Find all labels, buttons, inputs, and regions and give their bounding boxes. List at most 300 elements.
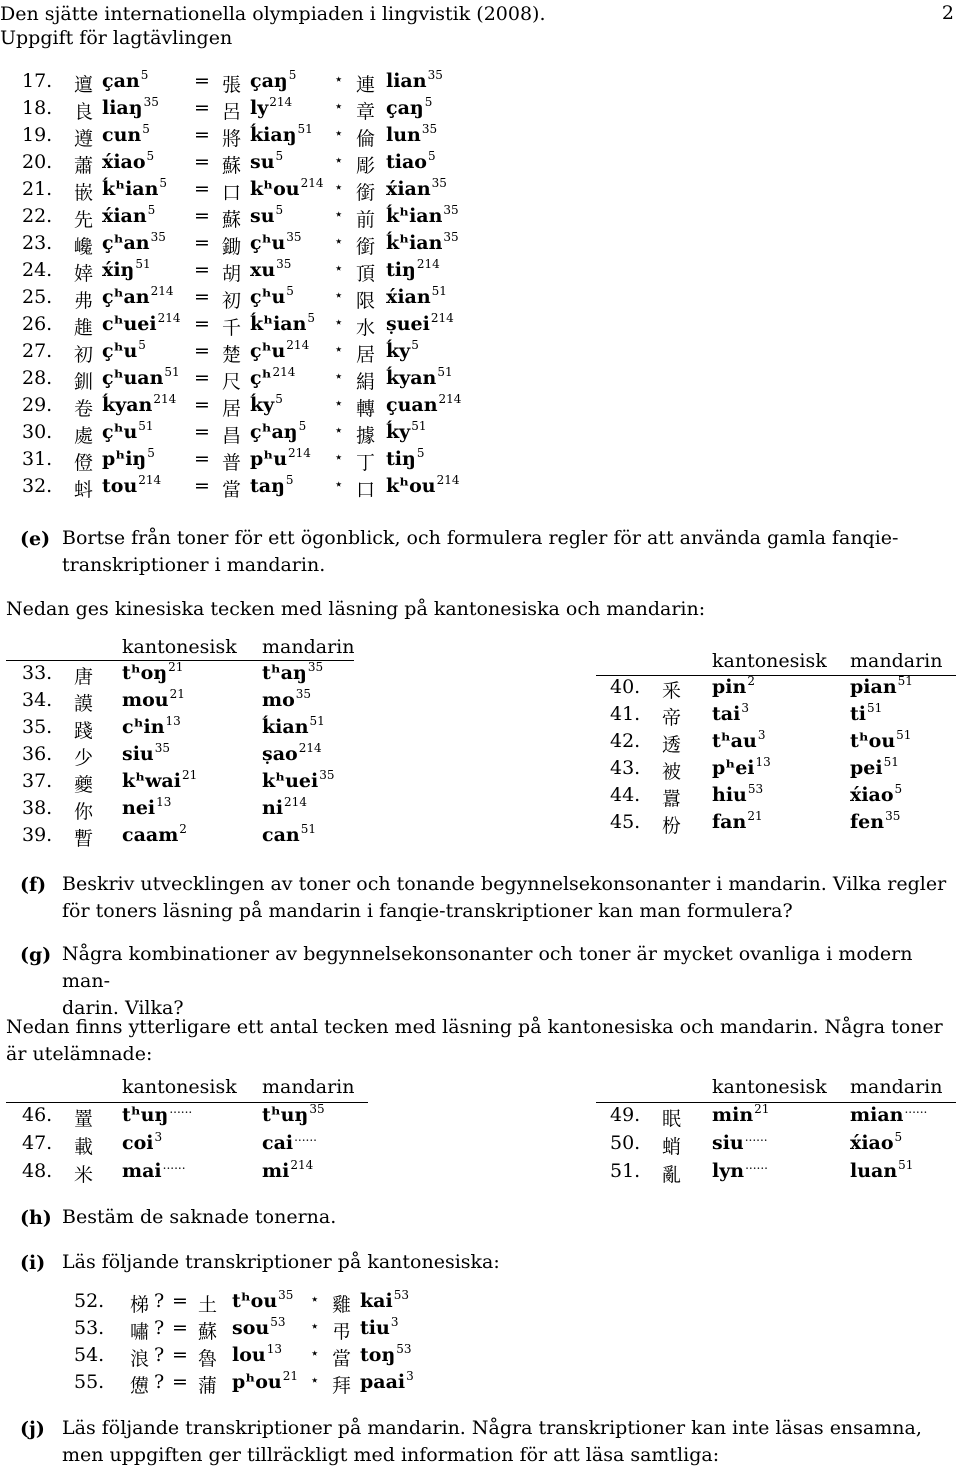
reading-cell <box>102 313 181 335</box>
mandarin-reading <box>262 770 334 792</box>
item-number-text: 24. <box>22 259 53 281</box>
character-text: 釧 <box>74 371 94 393</box>
item-number-text: 34. <box>22 689 53 711</box>
initial-character-text: 普 <box>222 452 242 474</box>
target-reading: çʰan <box>102 286 150 308</box>
mandarin-reading <box>262 716 325 738</box>
final-character-text: 限 <box>356 290 376 312</box>
character-text: 僜 <box>74 452 94 474</box>
final-reading-cell <box>386 70 443 92</box>
item-number-text: 41. <box>610 703 641 725</box>
final-tone: 35 <box>431 176 447 190</box>
equals-text: = <box>194 232 210 254</box>
character-text: 蕭 <box>74 155 94 177</box>
cantonese-tone: 21 <box>169 687 185 701</box>
target-tone: 5 <box>142 122 150 136</box>
star-text: ⋆ <box>310 1344 320 1362</box>
cantonese-reading: hiu <box>712 784 747 806</box>
final-reading: lun <box>386 124 421 146</box>
cantonese-reading <box>712 811 763 833</box>
mandarin-reading <box>850 1160 913 1182</box>
mandarin-reading: tʰuŋ <box>262 1104 309 1126</box>
target-tone: 214 <box>157 311 181 325</box>
final-reading-cell <box>386 286 447 308</box>
mandarin-reading <box>262 662 323 684</box>
item-number-text: 35. <box>22 716 53 738</box>
initial-character-text: 鋤 <box>222 236 242 258</box>
star-text: ⋆ <box>334 124 344 142</box>
item-number-text: 25. <box>22 286 53 308</box>
character-text: 枌 <box>662 815 682 837</box>
initial-reading-cell <box>250 475 294 497</box>
cantonese-reading: cʰin <box>122 716 165 738</box>
mandarin-reading <box>262 1104 325 1126</box>
target-reading: x́iŋ <box>102 259 135 281</box>
initial-tone: 53 <box>270 1315 286 1329</box>
equals-text: = <box>194 367 210 389</box>
question-g-line2: darin. Vilka? <box>62 997 184 1019</box>
question-i-text: Läs följande transkriptioner på kantonesiska: <box>62 1251 500 1273</box>
initial-tone: 5 <box>286 284 294 298</box>
initial-character-text: 魯 <box>198 1348 218 1370</box>
cantonese-reading <box>122 662 183 684</box>
final-character-text: 連 <box>356 74 376 96</box>
initial-character-text: 當 <box>222 479 242 501</box>
character-text: 囂 <box>662 788 682 810</box>
initial-reading-cell <box>232 1317 285 1339</box>
item-number-text: 46. <box>22 1104 53 1126</box>
character-text: 嵌 <box>74 182 94 204</box>
initial-reading-cell <box>250 394 283 416</box>
final-reading-cell <box>386 394 461 416</box>
question-mark: ? <box>154 1317 165 1339</box>
final-character-text: 當 <box>332 1348 352 1370</box>
equals-text: = <box>194 97 210 119</box>
final-character-text: 居 <box>356 344 376 366</box>
final-reading-cell <box>386 367 453 389</box>
question-e-line2: transkriptioner i mandarin. <box>62 554 326 576</box>
mandarin-reading: tʰaŋ <box>262 662 307 684</box>
question-j-label: (j) <box>20 1418 45 1440</box>
mandarin-reading <box>262 824 316 846</box>
final-reading: kai <box>360 1290 393 1312</box>
initial-tone: 35 <box>278 1288 294 1302</box>
initial-reading: ḱiaŋ <box>250 124 297 146</box>
item-number-text: 54. <box>74 1344 105 1366</box>
final-character-text: 口 <box>356 479 376 501</box>
target-reading: x́iao <box>102 151 146 173</box>
mandarin-reading: mo <box>262 689 295 711</box>
cantonese-reading: tʰau <box>712 730 757 752</box>
cantonese-reading: kʰwai <box>122 770 181 792</box>
final-tone: 5 <box>424 95 433 109</box>
mandarin-reading <box>850 757 899 779</box>
final-character-text: 銜 <box>356 182 376 204</box>
final-character-text: 頂 <box>356 263 376 285</box>
initial-reading-cell <box>250 340 309 362</box>
item-number-text: 37. <box>22 770 53 792</box>
target-reading: liaŋ <box>102 97 143 119</box>
item-number-text: 50. <box>610 1132 641 1154</box>
cantonese-reading: tai <box>712 703 741 725</box>
item-number-text: 55. <box>74 1371 105 1393</box>
mandarin-reading: ḱian <box>262 716 309 738</box>
question-mark: ? <box>154 1290 165 1312</box>
mandarin-reading <box>262 743 322 765</box>
table2-left-header-mandarin: mandarin <box>262 1076 355 1098</box>
reading-cell <box>102 70 148 92</box>
cantonese-reading <box>122 716 181 738</box>
initial-character-text: 將 <box>222 128 242 150</box>
equals-text: = <box>172 1344 188 1366</box>
reading-cell <box>102 205 155 227</box>
final-reading: ṣuei <box>386 313 430 335</box>
reading-cell <box>102 367 180 389</box>
target-tone: 5 <box>138 338 146 352</box>
target-reading: cun <box>102 124 142 146</box>
final-tone: 51 <box>431 284 447 298</box>
item-number-text: 44. <box>610 784 641 806</box>
star-text: ⋆ <box>334 205 344 223</box>
initial-character-text: 昌 <box>222 425 242 447</box>
equals-text: = <box>194 448 210 470</box>
character-text: 罿 <box>74 1108 94 1130</box>
question-mark: ? <box>154 1371 165 1393</box>
initial-tone: 21 <box>282 1369 298 1383</box>
character-text: 蚪 <box>74 479 94 501</box>
initial-character-text: 土 <box>198 1294 218 1316</box>
question-e-text <box>62 525 952 579</box>
cantonese-reading <box>712 676 755 698</box>
cantonese-reading <box>122 1132 162 1154</box>
initial-tone: 5 <box>307 311 316 325</box>
mandarin-tone: 214 <box>298 741 322 755</box>
final-reading-cell <box>360 1371 414 1393</box>
reading-cell <box>102 340 146 362</box>
initial-tone: 214 <box>269 95 293 109</box>
mandarin-tone: 51 <box>898 1158 914 1172</box>
reading-cell <box>102 178 167 200</box>
reading-cell <box>102 97 159 119</box>
item-number-text: 33. <box>22 662 53 684</box>
cantonese-reading <box>712 730 765 752</box>
final-reading: x́ian <box>386 178 431 200</box>
initial-reading-cell <box>232 1371 298 1393</box>
item-number-text: 29. <box>22 394 53 416</box>
final-character-text: 轉 <box>356 398 376 420</box>
cantonese-reading: mou <box>122 689 169 711</box>
cantonese-tone: 13 <box>165 714 181 728</box>
reading-cell <box>102 259 151 281</box>
mandarin-reading <box>850 703 882 725</box>
initial-reading-cell <box>250 70 296 92</box>
character-text: 釆 <box>662 680 682 702</box>
initial-character-text: 尺 <box>222 371 242 393</box>
cantonese-reading <box>122 1104 192 1126</box>
final-reading: çuan <box>386 394 438 416</box>
final-tone: 214 <box>436 473 460 487</box>
item-number-text: 22. <box>22 205 53 227</box>
star-text: ⋆ <box>334 475 344 493</box>
cantonese-reading <box>122 770 197 792</box>
character-text: 浪 <box>130 1348 150 1370</box>
question-e-line1: Bortse från toner för ett ögonblick, och formulera regler för att använda gamla fanqie- <box>62 527 899 549</box>
intro-text-2-line2: är utelämnade: <box>6 1043 153 1065</box>
initial-tone: 35 <box>276 257 292 271</box>
question-f-line1: Beskriv utvecklingen av toner och tonande begynnelsekonsonanter i mandarin. Vilka regler <box>62 873 947 895</box>
initial-reading: sou <box>232 1317 270 1339</box>
initial-reading-cell <box>250 259 291 281</box>
character-text: 卷 <box>74 398 94 420</box>
initial-reading-cell <box>250 124 313 146</box>
target-tone: 5 <box>159 176 168 190</box>
character-text: 巉 <box>74 236 94 258</box>
initial-reading-cell <box>250 367 295 389</box>
equals-text: = <box>194 313 210 335</box>
initial-reading: ḱy <box>250 394 275 416</box>
intro-text-1: Nedan ges kinesiska tecken med läsning på kantonesiska och mandarin: <box>6 598 706 620</box>
character-text: 唐 <box>74 666 94 688</box>
character-text: 帝 <box>662 707 682 729</box>
initial-character-text: 蘇 <box>222 209 242 231</box>
initial-reading: su <box>250 151 275 173</box>
final-reading: ḱyan <box>386 367 437 389</box>
question-mark: ? <box>154 1344 165 1366</box>
cantonese-reading: pin <box>712 676 747 698</box>
mandarin-tone: 35 <box>885 809 901 823</box>
cantonese-reading <box>712 1160 768 1182</box>
initial-tone: 214 <box>272 365 296 379</box>
character-text: 少 <box>74 747 94 769</box>
initial-reading: çʰu <box>250 286 286 308</box>
question-e-label: (e) <box>20 528 51 550</box>
reading-cell <box>102 151 154 173</box>
cantonese-tone: 21 <box>747 809 763 823</box>
item-number-text: 49. <box>610 1104 641 1126</box>
target-tone: 5 <box>140 68 149 82</box>
initial-tone: 5 <box>275 203 284 217</box>
equals-text: = <box>194 259 210 281</box>
mandarin-tone: ...... <box>904 1102 928 1116</box>
cantonese-reading: siu <box>712 1132 744 1154</box>
table2-right-header-mandarin: mandarin <box>850 1076 943 1098</box>
character-text: 弗 <box>74 290 94 312</box>
target-tone: 5 <box>146 149 155 163</box>
mandarin-reading: pei <box>850 757 883 779</box>
mandarin-tone: 5 <box>894 1130 903 1144</box>
final-tone: 51 <box>411 419 427 433</box>
cantonese-reading: mai <box>122 1160 162 1182</box>
character-text: 梯 <box>130 1294 150 1316</box>
equals-text: = <box>172 1371 188 1393</box>
initial-reading-cell <box>250 313 315 335</box>
reading-cell <box>102 286 174 308</box>
cantonese-reading <box>122 824 187 846</box>
cantonese-reading: caam <box>122 824 179 846</box>
cantonese-tone: 3 <box>757 728 766 742</box>
table1-right-header-mandarin: mandarin <box>850 650 943 672</box>
target-reading: cʰuei <box>102 313 157 335</box>
final-reading: paai <box>360 1371 406 1393</box>
final-reading: tiŋ <box>386 259 416 281</box>
character-text: 憊 <box>130 1375 150 1397</box>
item-number-text: 27. <box>22 340 53 362</box>
mandarin-reading <box>262 797 307 819</box>
mandarin-reading: mian <box>850 1104 904 1126</box>
character-text: 婞 <box>74 263 94 285</box>
mandarin-tone: 35 <box>307 660 324 674</box>
initial-reading-cell <box>250 232 302 254</box>
final-character-text: 倫 <box>356 128 376 150</box>
initial-tone: 5 <box>275 149 284 163</box>
item-number-text: 20. <box>22 151 53 173</box>
initial-reading: ly <box>250 97 269 119</box>
equals-text: = <box>194 205 210 227</box>
cantonese-reading: nei <box>122 797 156 819</box>
mandarin-reading: x́iao <box>850 1132 894 1154</box>
final-reading: tiao <box>386 151 427 173</box>
mandarin-reading: fen <box>850 811 885 833</box>
final-reading-cell <box>386 448 424 470</box>
final-reading-cell <box>360 1290 409 1312</box>
final-tone: 35 <box>421 122 438 136</box>
mandarin-reading <box>850 676 913 698</box>
target-tone: 51 <box>138 419 154 433</box>
question-j-line2: men uppgiften ger tillräckligt med information för att läsa samtliga: <box>62 1444 720 1466</box>
mandarin-tone: 51 <box>896 728 912 742</box>
star-text: ⋆ <box>334 70 344 88</box>
item-number-text: 36. <box>22 743 53 765</box>
table2-left-header-kantonesisk: kantonesisk <box>122 1076 237 1098</box>
star-text: ⋆ <box>310 1317 320 1335</box>
cantonese-tone: ...... <box>169 1102 193 1116</box>
item-number-text: 47. <box>22 1132 53 1154</box>
mandarin-reading: kʰuei <box>262 770 319 792</box>
mandarin-tone: 35 <box>295 687 312 701</box>
initial-tone: 35 <box>286 230 302 244</box>
final-tone: 51 <box>437 365 453 379</box>
question-j-text <box>62 1415 952 1469</box>
target-tone: 51 <box>164 365 180 379</box>
star-text: ⋆ <box>334 151 344 169</box>
reading-cell <box>102 448 155 470</box>
star-text: ⋆ <box>334 232 344 250</box>
initial-reading: kʰou <box>250 178 300 200</box>
final-character-text: 雞 <box>332 1294 352 1316</box>
initial-reading-cell <box>250 178 323 200</box>
item-number-text: 45. <box>610 811 641 833</box>
character-text: 透 <box>662 734 682 756</box>
item-number-text: 38. <box>22 797 53 819</box>
final-tone: 5 <box>427 149 436 163</box>
final-tone: 53 <box>396 1342 412 1356</box>
initial-reading: çʰu <box>250 340 286 362</box>
question-i-label: (i) <box>20 1252 46 1274</box>
final-character-text: 丁 <box>356 452 376 474</box>
final-tone: 3 <box>390 1315 399 1329</box>
item-number-text: 42. <box>610 730 641 752</box>
final-tone: 5 <box>411 338 419 352</box>
cantonese-reading <box>122 743 170 765</box>
mandarin-reading: ṣao <box>262 743 298 765</box>
cantonese-tone: 2 <box>179 822 187 836</box>
initial-reading: xu <box>250 259 276 281</box>
final-tone: 214 <box>416 257 440 271</box>
mandarin-reading <box>850 730 911 752</box>
mandarin-reading: x́iao <box>850 784 894 806</box>
cantonese-reading: lyn <box>712 1160 745 1182</box>
reading-cell <box>102 394 176 416</box>
mandarin-reading <box>850 1132 902 1154</box>
question-f-label: (f) <box>20 874 47 896</box>
final-reading: x́ian <box>386 286 431 308</box>
question-g-line1: Några kombinationer av begynnelsekonsonanter och toner är mycket ovanliga i modern man- <box>62 943 913 992</box>
initial-reading: pʰou <box>232 1371 282 1393</box>
initial-character-text: 口 <box>222 182 242 204</box>
final-tone: 214 <box>430 311 454 325</box>
initial-tone: 5 <box>298 419 307 433</box>
cantonese-reading: tʰoŋ <box>122 662 168 684</box>
final-reading-cell <box>386 178 447 200</box>
cantonese-reading <box>122 689 185 711</box>
character-text: 暫 <box>74 828 94 850</box>
equals-text: = <box>194 151 210 173</box>
character-text: 你 <box>74 801 94 823</box>
final-reading-cell <box>386 205 459 227</box>
star-text: ⋆ <box>334 394 344 412</box>
target-tone: 214 <box>153 392 177 406</box>
initial-tone: 214 <box>288 446 311 460</box>
item-number-text: 31. <box>22 448 53 470</box>
target-reading: pʰiŋ <box>102 448 147 470</box>
header-subtitle: Uppgift för lagtävlingen <box>0 27 233 49</box>
target-tone: 51 <box>135 257 151 271</box>
target-reading: x́ian <box>102 205 147 227</box>
star-text: ⋆ <box>334 259 344 277</box>
target-tone: 5 <box>147 446 155 460</box>
question-f-text <box>62 871 952 925</box>
intro-text-2-line1: Nedan finns ytterligare ett antal tecken med läsning på kantonesiska och mandarin. Några toner <box>6 1016 943 1038</box>
star-text: ⋆ <box>334 286 344 304</box>
star-text: ⋆ <box>334 448 344 466</box>
final-reading-cell <box>386 313 454 335</box>
final-character-text: 彫 <box>356 155 376 177</box>
initial-character-text: 楚 <box>222 344 242 366</box>
initial-tone: 5 <box>275 392 283 406</box>
character-text: 邅 <box>74 74 94 96</box>
target-reading: çʰu <box>102 340 138 362</box>
item-number-text: 17. <box>22 70 53 92</box>
item-number-text: 40. <box>610 676 641 698</box>
character-text: 先 <box>74 209 94 231</box>
reading-cell <box>102 124 150 146</box>
final-reading-cell <box>360 1344 412 1366</box>
target-reading: ḱyan <box>102 394 153 416</box>
mandarin-reading <box>850 811 900 833</box>
cantonese-tone: ...... <box>162 1158 186 1172</box>
character-text: 夔 <box>74 774 94 796</box>
final-reading-cell <box>360 1317 398 1339</box>
star-text: ⋆ <box>334 421 344 439</box>
initial-reading-cell <box>250 205 283 227</box>
mandarin-tone: 214 <box>290 1158 314 1172</box>
cantonese-reading: siu <box>122 743 154 765</box>
item-number-text: 26. <box>22 313 53 335</box>
mandarin-tone: 5 <box>894 782 903 796</box>
initial-reading-cell <box>232 1344 282 1366</box>
cantonese-tone: 21 <box>168 660 184 674</box>
final-reading: ḱy <box>386 421 411 443</box>
